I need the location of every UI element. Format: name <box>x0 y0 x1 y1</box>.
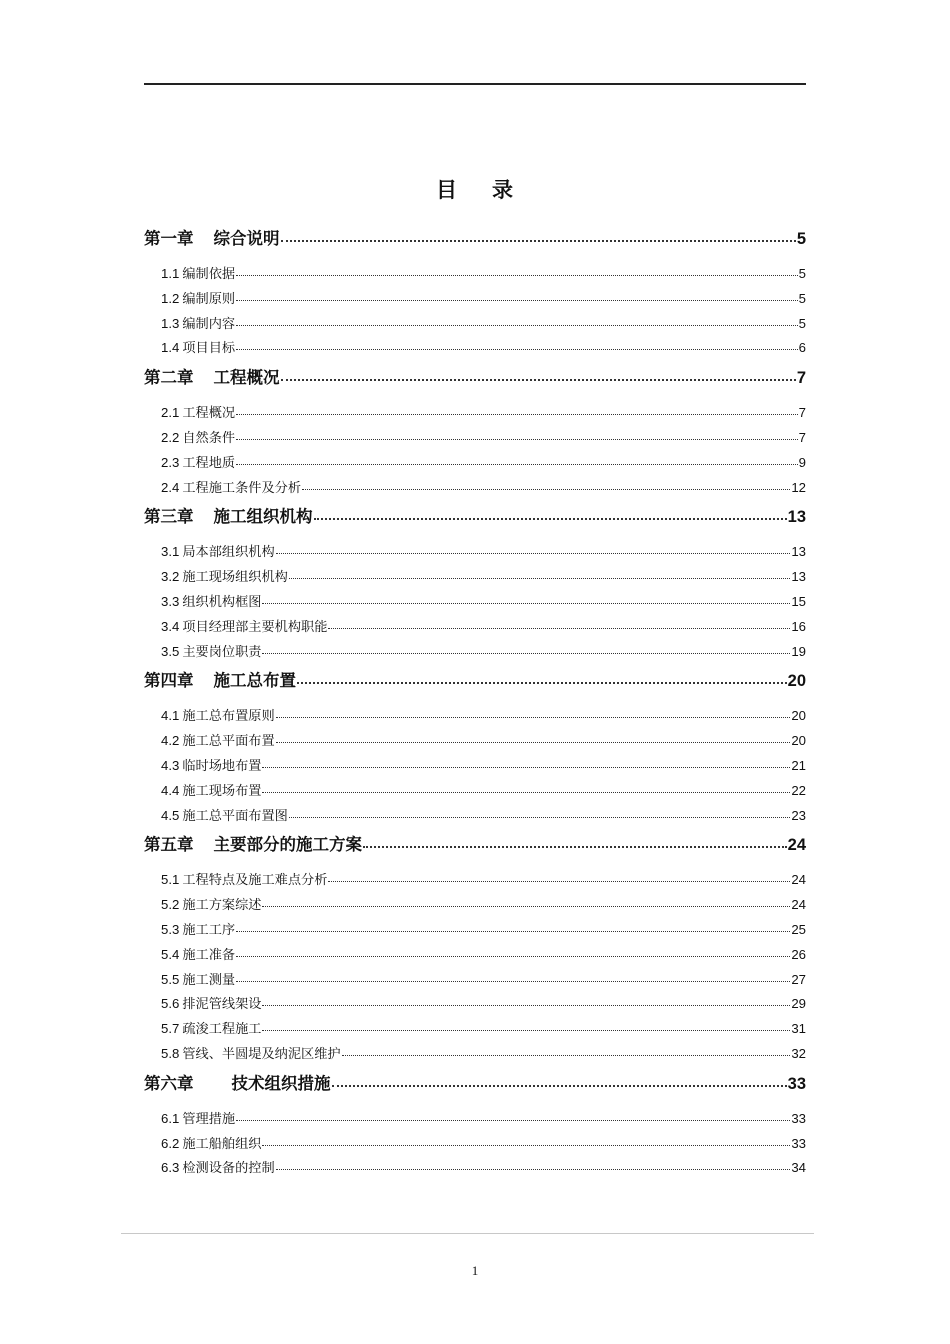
section-page: 27 <box>791 971 806 987</box>
dot-leader <box>276 1159 791 1170</box>
section-title: 局本部组织机构 <box>182 545 275 561</box>
toc-section-entry[interactable] <box>144 1132 806 1157</box>
dot-leader <box>236 339 798 350</box>
chapter-page: 5 <box>796 230 806 248</box>
section-page: 25 <box>791 921 806 937</box>
toc-section-entry[interactable] <box>144 262 806 287</box>
dot-leader <box>236 290 798 301</box>
toc-section-entry[interactable] <box>144 640 806 665</box>
dot-leader <box>276 732 791 743</box>
section-title: 施工现场布置 <box>182 783 262 799</box>
section-number: 1.4 <box>161 340 180 356</box>
section-number: 5.7 <box>161 1021 180 1037</box>
toc-chapter-entry[interactable] <box>144 500 806 534</box>
chapter-page: 7 <box>796 369 806 388</box>
chapter-page: 20 <box>787 672 806 691</box>
toc-section-entry[interactable] <box>144 426 806 451</box>
section-number: 3.2 <box>161 569 180 585</box>
dot-leader <box>236 921 790 932</box>
section-title: 工程施工条件及分析 <box>182 480 302 496</box>
toc-section-entry[interactable] <box>144 943 806 968</box>
section-title: 施工总平面布置 <box>182 734 275 750</box>
section-number: 4.3 <box>161 757 180 773</box>
toc-chapter-entry[interactable] <box>144 222 806 256</box>
section-page: 34 <box>791 1160 806 1176</box>
toc-section-entry[interactable] <box>144 893 806 918</box>
section-page: 22 <box>791 782 806 798</box>
section-title: 编制内容 <box>182 316 236 332</box>
toc-section-entry[interactable] <box>144 476 806 501</box>
section-page: 20 <box>791 733 806 749</box>
toc-chapter-entry[interactable] <box>144 1067 806 1101</box>
section-title: 工程概况 <box>182 406 236 422</box>
dot-leader <box>236 1110 790 1121</box>
dot-leader <box>262 782 790 793</box>
section-page: 5 <box>798 315 806 331</box>
section-number: 6.2 <box>161 1135 180 1151</box>
chapter-label: 第五章 <box>144 835 194 855</box>
table-of-contents <box>144 222 806 1181</box>
section-number: 6.1 <box>161 1110 180 1126</box>
section-title: 施工总布置原则 <box>182 709 275 725</box>
section-page: 13 <box>791 544 806 560</box>
section-number: 5.4 <box>161 946 180 962</box>
section-number: 5.1 <box>161 872 180 888</box>
section-page: 5 <box>798 266 806 281</box>
section-page: 31 <box>791 1021 806 1037</box>
section-title: 项目目标 <box>182 341 236 357</box>
section-page: 16 <box>791 618 806 634</box>
section-title: 临时场地布置 <box>182 758 262 774</box>
dot-leader <box>262 643 790 654</box>
section-number: 1.3 <box>161 315 180 331</box>
section-page: 9 <box>798 454 806 470</box>
toc-section-entry[interactable] <box>144 729 806 754</box>
toc-section-entry[interactable] <box>144 804 806 829</box>
section-title: 施工工序 <box>182 922 236 938</box>
section-number: 2.4 <box>161 479 180 495</box>
title-char-1: 目 <box>436 178 458 202</box>
toc-section-entry[interactable] <box>144 401 806 426</box>
toc-section-entry[interactable] <box>144 565 806 590</box>
toc-section-entry[interactable] <box>144 540 806 565</box>
section-page: 6 <box>798 340 806 356</box>
chapter-label: 第四章 <box>144 671 194 691</box>
section-title: 施工准备 <box>182 947 236 963</box>
chapter-title: 施工总布置 <box>213 671 296 691</box>
section-title: 组织机构框图 <box>182 594 262 610</box>
section-number: 4.4 <box>161 782 180 798</box>
chapter-title: 施工组织机构 <box>213 507 313 527</box>
section-title: 项目经理部主要机构职能 <box>182 619 328 635</box>
page-number: 1 <box>471 1263 479 1278</box>
section-title: 施工船舶组织 <box>182 1136 262 1152</box>
section-number: 5.6 <box>161 996 180 1012</box>
section-number: 4.2 <box>161 733 180 749</box>
chapter-title: 技术组织措施 <box>231 1073 331 1093</box>
section-page: 7 <box>798 405 806 421</box>
toc-section-entry[interactable] <box>144 754 806 779</box>
toc-section-entry[interactable] <box>144 779 806 804</box>
dot-leader <box>236 454 798 465</box>
section-number: 3.3 <box>161 593 180 609</box>
dot-leader <box>363 834 787 848</box>
toc-section-entry[interactable] <box>144 1107 806 1132</box>
chapter-label: 第六章 <box>144 1073 194 1093</box>
toc-section-entry[interactable] <box>144 336 806 361</box>
toc-section-entry[interactable] <box>144 287 806 312</box>
dot-leader <box>262 593 790 604</box>
section-title: 施工现场组织机构 <box>182 570 288 586</box>
dot-leader <box>236 315 798 326</box>
dot-leader <box>236 946 790 957</box>
footer-rule <box>121 1233 814 1234</box>
section-page: 24 <box>791 897 806 913</box>
dot-leader <box>262 995 790 1006</box>
chapter-label: 第三章 <box>144 507 194 527</box>
section-number: 1.1 <box>161 266 180 281</box>
dot-leader <box>236 404 798 415</box>
section-title: 编制依据 <box>182 267 236 282</box>
section-page: 32 <box>791 1045 806 1061</box>
dot-leader <box>262 896 790 907</box>
dot-leader <box>328 871 790 882</box>
section-page: 20 <box>791 708 806 724</box>
section-page: 21 <box>791 757 806 773</box>
section-title: 工程地质 <box>182 455 236 471</box>
toc-section-entry[interactable] <box>144 918 806 943</box>
section-number: 4.1 <box>161 708 180 724</box>
section-page: 12 <box>791 479 806 495</box>
section-title: 施工方案综述 <box>182 898 262 914</box>
toc-section-entry[interactable] <box>144 312 806 337</box>
dot-leader <box>328 618 790 629</box>
section-page: 29 <box>791 996 806 1012</box>
section-page: 33 <box>791 1135 806 1151</box>
dot-leader <box>276 707 791 718</box>
toc-section-entry[interactable] <box>144 968 806 993</box>
section-number: 3.5 <box>161 643 180 659</box>
section-page: 5 <box>798 290 806 306</box>
toc-chapter-entry[interactable] <box>144 664 806 698</box>
toc-chapter-entry[interactable] <box>144 361 806 395</box>
section-title: 编制原则 <box>182 291 236 307</box>
section-number: 5.2 <box>161 897 180 913</box>
dot-leader <box>289 568 790 579</box>
dot-leader <box>262 757 790 768</box>
toc-chapter-entry[interactable] <box>144 828 806 862</box>
section-number: 2.3 <box>161 454 180 470</box>
chapter-title: 工程概况 <box>213 368 280 388</box>
section-title: 疏浚工程施工 <box>182 1022 262 1038</box>
section-title: 工程特点及施工难点分析 <box>182 873 328 889</box>
page-title <box>0 174 950 204</box>
toc-section-entry[interactable] <box>144 615 806 640</box>
dot-leader <box>276 543 791 554</box>
toc-section-entry[interactable] <box>144 868 806 893</box>
toc-section-entry[interactable] <box>144 1042 806 1067</box>
dot-leader <box>302 479 790 490</box>
section-title: 管理措施 <box>182 1111 236 1127</box>
dot-leader <box>332 1073 787 1087</box>
dot-leader <box>281 367 796 381</box>
chapter-page: 13 <box>787 508 806 527</box>
section-page: 23 <box>791 807 806 823</box>
section-title: 施工测量 <box>182 972 236 988</box>
section-number: 3.1 <box>161 544 180 560</box>
toc-section-entry[interactable] <box>144 451 806 476</box>
chapter-title: 综合说明 <box>213 229 280 248</box>
header-rule <box>144 83 806 85</box>
dot-leader <box>262 1135 790 1146</box>
section-number: 4.5 <box>161 807 180 823</box>
chapter-page: 33 <box>787 1074 806 1093</box>
dot-leader <box>281 228 796 242</box>
section-title: 管线、半圆堤及纳泥区维护 <box>182 1046 341 1062</box>
dot-leader <box>236 265 798 276</box>
section-page: 24 <box>791 872 806 888</box>
toc-section-entry[interactable] <box>144 704 806 729</box>
section-page: 13 <box>791 569 806 585</box>
toc-section-entry[interactable] <box>144 590 806 615</box>
section-number: 5.8 <box>161 1045 180 1061</box>
dot-leader <box>289 807 790 818</box>
section-number: 6.3 <box>161 1160 180 1176</box>
section-page: 26 <box>791 946 806 962</box>
section-title: 排泥管线架设 <box>182 997 262 1013</box>
section-title: 自然条件 <box>182 430 236 446</box>
section-page: 19 <box>791 643 806 659</box>
section-number: 5.5 <box>161 971 180 987</box>
chapter-title: 主要部分的施工方案 <box>213 835 362 855</box>
chapter-page: 24 <box>787 836 806 855</box>
toc-section-entry[interactable] <box>144 1156 806 1181</box>
dot-leader <box>236 429 798 440</box>
section-page: 15 <box>791 593 806 609</box>
section-title: 主要岗位职责 <box>182 644 262 660</box>
section-page: 7 <box>798 429 806 445</box>
dot-leader <box>314 506 787 520</box>
section-page: 33 <box>791 1110 806 1126</box>
section-number: 1.2 <box>161 290 180 306</box>
section-number: 3.4 <box>161 618 180 634</box>
dot-leader <box>297 670 787 684</box>
section-number: 2.1 <box>161 405 180 421</box>
chapter-label: 第二章 <box>144 368 194 388</box>
section-number: 2.2 <box>161 429 180 445</box>
section-number: 5.3 <box>161 921 180 937</box>
dot-leader <box>342 1045 791 1056</box>
title-char-2: 录 <box>492 178 514 202</box>
toc-section-entry[interactable] <box>144 1017 806 1042</box>
section-title: 施工总平面布置图 <box>182 808 288 824</box>
dot-leader <box>262 1020 790 1031</box>
chapter-label: 第一章 <box>144 229 194 248</box>
section-title: 检测设备的控制 <box>182 1161 275 1177</box>
toc-section-entry[interactable] <box>144 992 806 1017</box>
dot-leader <box>236 971 790 982</box>
